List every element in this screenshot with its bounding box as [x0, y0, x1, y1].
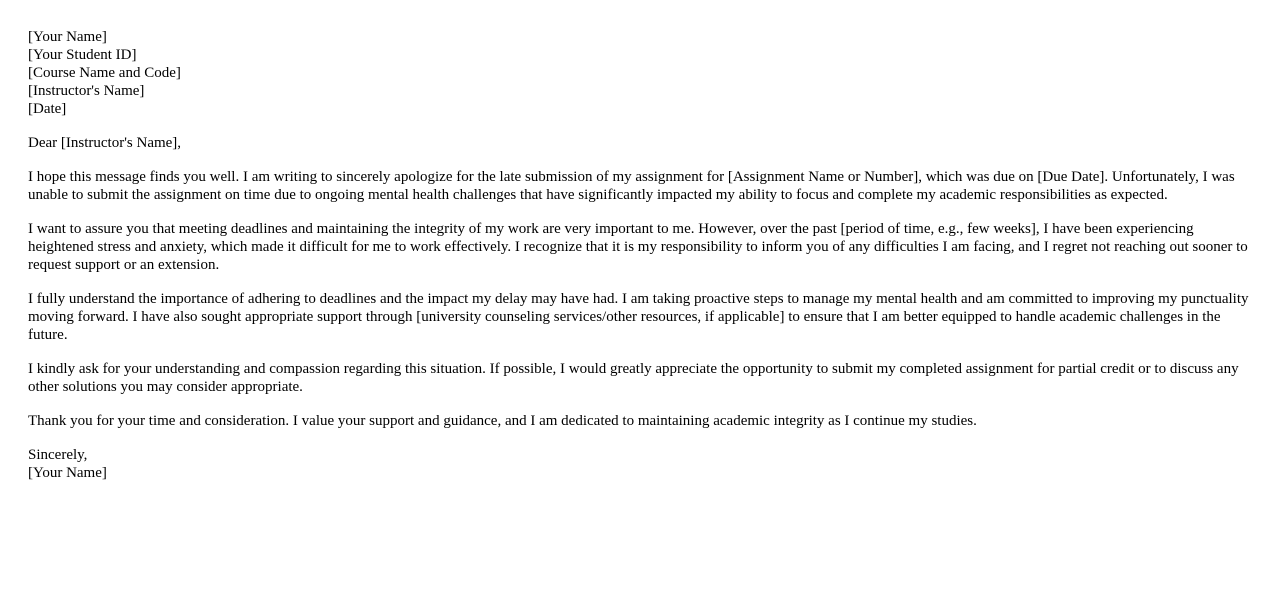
- closing-block: [28, 446, 1250, 482]
- body-paragraph-3: I fully understand the importance of adhering to deadlines and the impact my delay may have had. I am taking proactive steps to manage my mental health and am committed to improving my punctuality moving forward. I have also sought appropriate support through [university counseling services/other resources, if applicable] to ensure that I am better equipped to handle academic challenges in the future.: [28, 291, 1249, 343]
- letter-date: [Date]: [28, 101, 67, 117]
- body-paragraph-2: I want to assure you that meeting deadlines and maintaining the integrity of my work are very important to me. However, over the past [period of time, e.g., few weeks], I have been experiencing heightened stress and anxiety, which made it difficult for me to work effectively. I recognize that it is my responsibility to inform you of any difficulties I am facing, and I regret not reaching out sooner to request support or an extension.: [28, 221, 1248, 273]
- course-name: [Course Name and Code]: [28, 65, 181, 81]
- student-id: [Your Student ID]: [28, 47, 137, 63]
- sign-off: Sincerely,: [28, 447, 88, 463]
- sender-name: [Your Name]: [28, 29, 107, 45]
- instructor-name: [Instructor's Name]: [28, 83, 145, 99]
- signature-name: [Your Name]: [28, 465, 107, 481]
- body-paragraph-4: I kindly ask for your understanding and compassion regarding this situation. If possible, I would greatly appreciate the opportunity to submit my completed assignment for partial credit or to discuss any other solutions you may consider appropriate.: [28, 361, 1239, 395]
- sender-info-block: [28, 28, 1250, 118]
- body-paragraph-1: I hope this message finds you well. I am writing to sincerely apologize for the late submission of my assignment for [Assignment Name or Number], which was due on [Due Date]. Unfortunately, I was unable to submit the assignment on time due to ongoing mental health challenges that have significantly impacted my ability to focus and complete my academic responsibilities as expected.: [28, 169, 1235, 203]
- letter-document: [28, 28, 1250, 498]
- salutation: Dear [Instructor's Name],: [28, 135, 182, 151]
- body-paragraph-5: Thank you for your time and consideration. I value your support and guidance, and I am dedicated to maintaining academic integrity as I continue my studies.: [28, 413, 977, 429]
